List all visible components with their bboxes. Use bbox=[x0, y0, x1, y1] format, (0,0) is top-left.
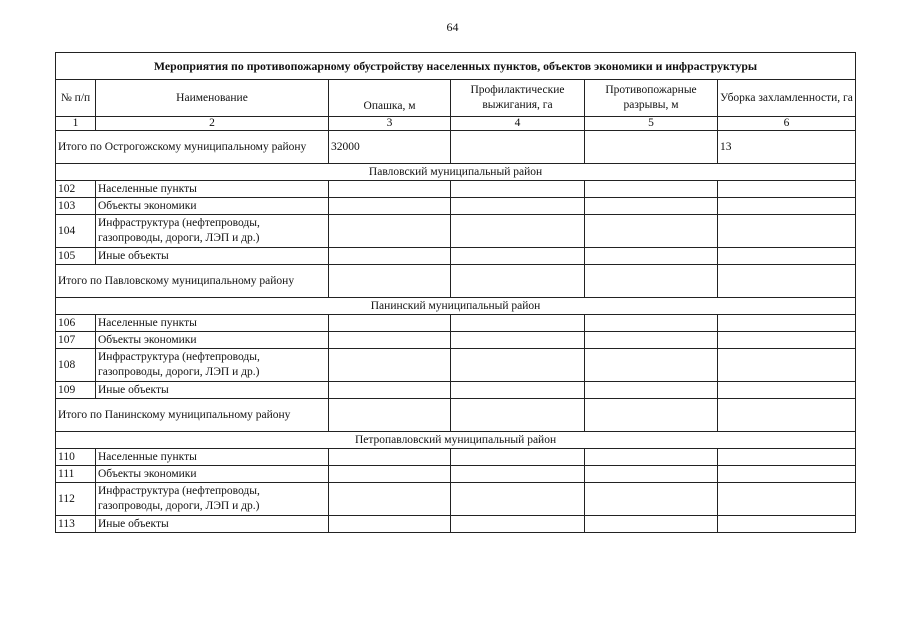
row-name: Населенные пункты bbox=[96, 315, 329, 332]
total-plowing: 32000 bbox=[329, 131, 451, 164]
header-row bbox=[56, 80, 856, 117]
total-row bbox=[56, 265, 856, 298]
column-number: 3 bbox=[329, 117, 451, 131]
column-number: 4 bbox=[451, 117, 585, 131]
row-number: 112 bbox=[56, 483, 96, 516]
table-row bbox=[56, 449, 856, 466]
fire-safety-table bbox=[55, 52, 856, 533]
column-number: 5 bbox=[585, 117, 718, 131]
row-number: 113 bbox=[56, 516, 96, 533]
row-number: 108 bbox=[56, 349, 96, 382]
row-number: 105 bbox=[56, 248, 96, 265]
row-name: Объекты экономики bbox=[96, 198, 329, 215]
header-breaks: Противопожарные разрывы, м bbox=[585, 80, 718, 117]
page-number: 64 bbox=[446, 20, 459, 34]
table-row bbox=[56, 466, 856, 483]
section-row bbox=[56, 164, 856, 181]
section-row bbox=[56, 432, 856, 449]
total-row bbox=[56, 131, 856, 164]
row-number: 107 bbox=[56, 332, 96, 349]
row-number: 103 bbox=[56, 198, 96, 215]
header-plowing: Опашка, м bbox=[329, 80, 451, 117]
section-title: Панинский муниципальный район bbox=[56, 298, 856, 315]
column-number: 6 bbox=[718, 117, 856, 131]
table-row bbox=[56, 248, 856, 265]
total-label: Итого по Острогожскому муниципальному району bbox=[56, 131, 329, 164]
section-title: Павловский муниципальный район bbox=[56, 164, 856, 181]
row-number: 104 bbox=[56, 215, 96, 248]
row-name: Инфраструктура (нефтепроводы, газопроводы, дороги, ЛЭП и др.) bbox=[96, 349, 329, 382]
row-number: 106 bbox=[56, 315, 96, 332]
row-name: Населенные пункты bbox=[96, 449, 329, 466]
table-row bbox=[56, 483, 856, 516]
section-row bbox=[56, 298, 856, 315]
total-label: Итого по Павловскому муниципальному району bbox=[56, 265, 329, 298]
row-number: 102 bbox=[56, 181, 96, 198]
header-name: Наименование bbox=[96, 80, 329, 117]
column-number-row bbox=[56, 117, 856, 131]
header-num: № п/п bbox=[56, 80, 96, 117]
row-name: Объекты экономики bbox=[96, 466, 329, 483]
table-row bbox=[56, 198, 856, 215]
table-row bbox=[56, 215, 856, 248]
table-row bbox=[56, 332, 856, 349]
row-name: Населенные пункты bbox=[96, 181, 329, 198]
row-name: Инфраструктура (нефтепроводы, газопроводы, дороги, ЛЭП и др.) bbox=[96, 215, 329, 248]
table-row bbox=[56, 382, 856, 399]
total-breaks bbox=[585, 131, 718, 164]
table-row bbox=[56, 315, 856, 332]
row-number: 109 bbox=[56, 382, 96, 399]
section-title: Петропавловский муниципальный район bbox=[56, 432, 856, 449]
row-name: Иные объекты bbox=[96, 382, 329, 399]
column-number: 1 bbox=[56, 117, 96, 131]
row-name: Инфраструктура (нефтепроводы, газопроводы, дороги, ЛЭП и др.) bbox=[96, 483, 329, 516]
table-row bbox=[56, 349, 856, 382]
row-name: Иные объекты bbox=[96, 516, 329, 533]
row-number: 111 bbox=[56, 466, 96, 483]
header-cleanup: Уборка захламленности, га bbox=[718, 80, 856, 117]
total-burning bbox=[451, 131, 585, 164]
row-name: Иные объекты bbox=[96, 248, 329, 265]
header-burning: Профилактические выжигания, га bbox=[451, 80, 585, 117]
total-row bbox=[56, 399, 856, 432]
total-cleanup: 13 bbox=[718, 131, 856, 164]
row-name: Объекты экономики bbox=[96, 332, 329, 349]
row-number: 110 bbox=[56, 449, 96, 466]
table-title: Мероприятия по противопожарному обустройству населенных пунктов, объектов экономики и инфраструктуры bbox=[56, 53, 856, 80]
total-label: Итого по Панинскому муниципальному району bbox=[56, 399, 329, 432]
table-row bbox=[56, 181, 856, 198]
column-number: 2 bbox=[96, 117, 329, 131]
table-row bbox=[56, 516, 856, 533]
